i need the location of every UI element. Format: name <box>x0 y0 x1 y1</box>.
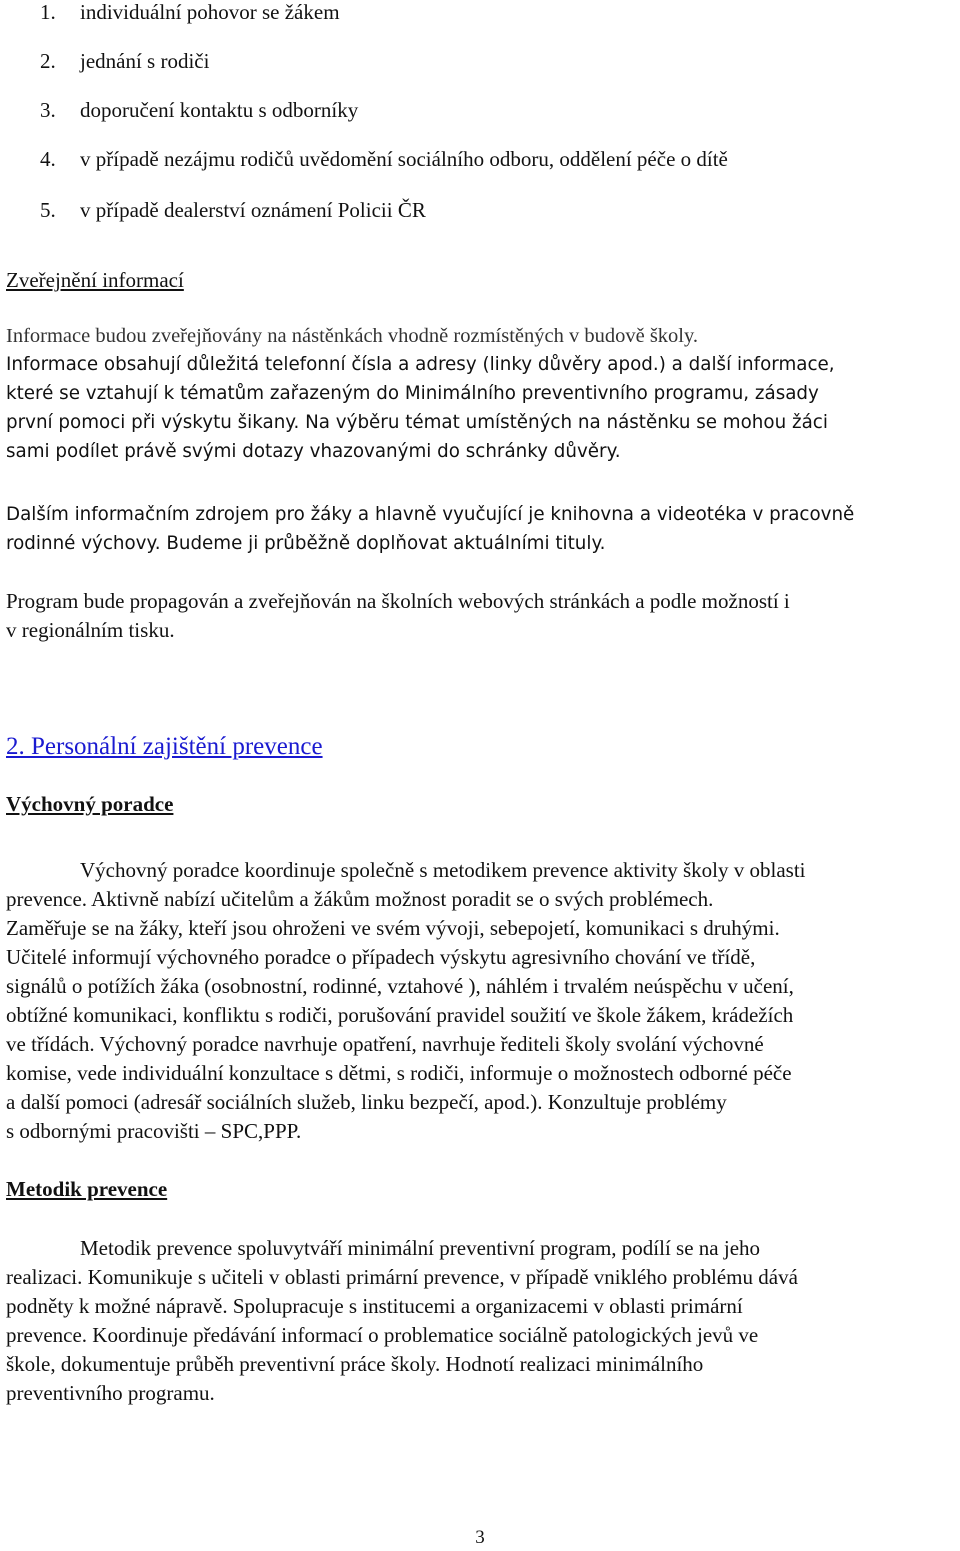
metodik-prevence-paragraph: Metodik prevence spoluvytváří minimální preventivní program, podílí se na jeho realizaci. Komunikuje s učiteli v oblasti primární prevence, v případě vniklého problému dává podněty k možné nápravě. Spolupracuje s institucemi a organizacemi v oblasti primární prevence. Koordinuje předávání informací o problematice sociálně patologických jevů ve škole, dokumentuje průběh preventivní práce školy. Hodnotí realizaci minimálního preventivního programu. <box>6 1236 798 1405</box>
list-item: 4. v případě nezájmu rodičů uvědomění sociálního odboru, oddělení péče o dítě <box>40 147 728 171</box>
zverejneni-paragraph-3: Program bude propagován a zveřejňován na školních webových stránkách a podle možností i v regionálním tisku. <box>6 589 790 642</box>
zverejneni-paragraph-2: Dalším informačním zdrojem pro žáky a hlavně vyučující je knihovna a videotéka v pracovně rodinné výchovy. Budeme ji průběžně doplňovat aktuálními tituly. <box>6 504 855 554</box>
list-item: 1. individuální pohovor se žákem <box>40 0 340 24</box>
list-item: 2. jednání s rodiči <box>40 49 210 73</box>
page-number: 3 <box>475 1527 485 1548</box>
list-item: 5. v případě dealerství oznámení Policii ČR <box>40 198 426 222</box>
zverejneni-heading: Zveřejnění informací <box>6 268 184 292</box>
list-item: 3. doporučení kontaktu s odborníky <box>40 98 359 122</box>
zverejneni-paragraph-1: Informace budou zveřejňovány na nástěnkách vhodně rozmístěných v budově školy. Informace obsahují důležitá telefonní čísla a adresy (linky důvěry apod.) a další informace, které se vztahují k tématům zařazeným do Minimálního preventivního programu, zásady první pomoci při výskytu šikany. Na výběru témat umístěných na nástěnku se mohou žáci sami podílet právě svými dotazy vhazovanými do schránky důvěry. <box>6 325 835 462</box>
section-2-title-link[interactable]: 2. Personální zajištění prevence <box>6 733 323 760</box>
vychovny-poradce-heading: Výchovný poradce <box>6 792 174 816</box>
vychovny-poradce-paragraph: Výchovný poradce koordinuje společně s metodikem prevence aktivity školy v oblasti prevence. Aktivně nabízí učitelům a žákům možnost poradit se o svých problémech. Zaměřuje se na žáky, kteří jsou ohroženi ve svém vývoji, sebepojetí, komunikaci s druhými. Učitelé informují výchovného poradce o případech výskytu agresivního chování ve třídě, signálů o potížích žáka (osobnostní, rodinné, vztahové ), náhlém i trvalém neúspěchu v učení, obtížné komunikaci, konfliktu s rodiči, porušování pravidel soužití ve škole žákem, krádežích ve třídách. Výchovný poradce navrhuje opatření, navrhuje řediteli školy svolání výchovné komise, vede individuální konzultace s dětmi, s rodiči, informuje o možnostech odborné péče a další pomoci (adresář sociálních služeb, linku bezpečí, apod.). Konzultuje problémy s odbornými pracovišti – SPC,PPP. <box>6 858 806 1143</box>
metodik-prevence-heading: Metodik prevence <box>6 1177 168 1201</box>
